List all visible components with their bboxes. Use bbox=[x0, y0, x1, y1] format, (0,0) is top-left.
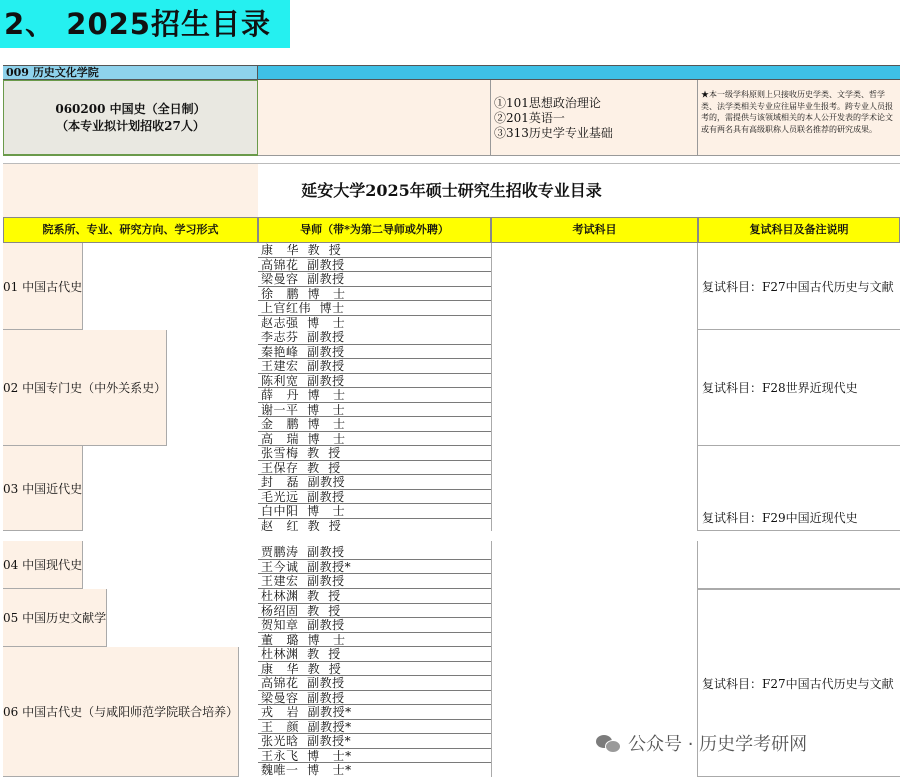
header-direction: 院系所、专业、研究方向、学习形式 bbox=[3, 217, 258, 243]
supervisor-row: 康 华 教 授 bbox=[258, 243, 491, 258]
supervisor-row: 贺知章 副教授 bbox=[258, 618, 491, 633]
supervisor-row: 王 颜 副教授* bbox=[258, 720, 491, 735]
supervisor-row: 杜林渊 教 授 bbox=[258, 647, 491, 662]
supervisor-list bbox=[258, 545, 491, 589]
department-name: 009 历史文化学院 bbox=[3, 66, 258, 79]
exam-subject: ①101思想政治理论 bbox=[494, 96, 601, 110]
supervisor-row: 杨绍固 教 授 bbox=[258, 604, 491, 619]
retest-cell: 复试科目：F27中国古代历史与文献 bbox=[698, 589, 900, 777]
supervisor-row: 王今诚 副教授* bbox=[258, 560, 491, 575]
supervisor-row: 梁曼容 副教授 bbox=[258, 272, 491, 287]
supervisor-row: 陈利宽 副教授 bbox=[258, 374, 491, 389]
supervisor-row: 贾鹏涛 副教授 bbox=[258, 545, 491, 560]
supervisor-row: 金 鹏 博 士 bbox=[258, 417, 491, 432]
retest-cell: 复试科目：F28世界近现代史 bbox=[698, 330, 900, 446]
exam-subject: ③313历史学专业基础 bbox=[494, 126, 613, 140]
watermark-text: 公众号 · 历史学考研网 bbox=[628, 734, 808, 755]
supervisor-row: 上官红伟 博士 bbox=[258, 301, 491, 316]
retest-cell: 复试科目：F29中国近现代史 bbox=[698, 446, 900, 531]
direction-cell: 02 中国专门史（中外关系史） bbox=[3, 330, 167, 446]
supervisor-row: 高锦花 副教授 bbox=[258, 676, 491, 691]
supervisor-row: 高锦花 副教授 bbox=[258, 258, 491, 273]
supervisor-row: 白中阳 博 士 bbox=[258, 504, 491, 519]
page-heading: 2、 2025招生目录 bbox=[0, 0, 290, 48]
supervisor-row: 高 瑞 博 士 bbox=[258, 432, 491, 447]
supervisor-row: 毛光远 副教授 bbox=[258, 490, 491, 505]
supervisor-list bbox=[258, 647, 491, 777]
supervisor-list bbox=[258, 589, 491, 647]
supervisor-list bbox=[258, 446, 491, 531]
supervisor-row: 梁曼容 副教授 bbox=[258, 691, 491, 706]
supervisor-row: 谢一平 博 士 bbox=[258, 403, 491, 418]
direction-cell: 05 中国历史文献学 bbox=[3, 589, 107, 647]
catalog-title-row bbox=[3, 163, 900, 217]
program-note: ★本一级学科原则上只接收历史学类、文学类、哲学类、法学类相关专业应往届毕业生报考。跨专业人员报考的，需提供与该领域相关的本人公开发表的学术论文或有两名具有高级职称人员联名推荐的研究成果。 bbox=[698, 80, 900, 156]
supervisor-row: 秦艳峰 副教授 bbox=[258, 345, 491, 360]
direction-cell: 03 中国近代史 bbox=[3, 446, 83, 531]
supervisor-row: 王永飞 博 士* bbox=[258, 749, 491, 764]
supervisor-row: 张光晗 副教授* bbox=[258, 734, 491, 749]
supervisor-row: 徐 鹏 博 士 bbox=[258, 287, 491, 302]
supervisor-row: 赵 红 教 授 bbox=[258, 519, 491, 531]
catalog-title: 延安大学2025年硕士研究生招收专业目录 bbox=[301, 181, 602, 200]
supervisor-row: 康 华 教 授 bbox=[258, 662, 491, 677]
supervisor-row: 魏唯一 博 士* bbox=[258, 763, 491, 777]
supervisor-row: 张雪梅 教 授 bbox=[258, 446, 491, 461]
supervisor-row: 戎 岩 副教授* bbox=[258, 705, 491, 720]
header-supervisor: 导师（带*为第二导师或外聘） bbox=[258, 217, 491, 243]
exam-subject: ②201英语一 bbox=[494, 111, 565, 125]
watermark bbox=[596, 728, 886, 758]
supervisor-row: 董 璐 博 士 bbox=[258, 633, 491, 648]
supervisor-row: 王建宏 副教授 bbox=[258, 574, 491, 589]
header-exam: 考试科目 bbox=[491, 217, 698, 243]
supervisor-list bbox=[258, 243, 491, 330]
program-supervisor-cell bbox=[258, 80, 491, 156]
program-exams-cell bbox=[491, 80, 698, 156]
direction-cell: 06 中国古代史（与咸阳师范学院联合培养） bbox=[3, 647, 239, 777]
direction-cell: 04 中国现代史 bbox=[3, 541, 83, 589]
exam-column-upper bbox=[491, 243, 698, 531]
supervisor-row: 封 磊 副教授 bbox=[258, 475, 491, 490]
program-name-cell bbox=[3, 80, 258, 156]
program-name: 060200 中国史（全日制） bbox=[55, 101, 206, 116]
supervisor-list bbox=[258, 330, 491, 446]
program-quota: （本专业拟计划招收27人） bbox=[56, 118, 205, 133]
header-retest: 复试科目及备注说明 bbox=[698, 217, 900, 243]
retest-cell bbox=[698, 541, 900, 589]
supervisor-row: 王建宏 副教授 bbox=[258, 359, 491, 374]
direction-cell: 01 中国古代史 bbox=[3, 243, 83, 330]
supervisor-row: 赵志强 博 士 bbox=[258, 316, 491, 330]
department-bar bbox=[3, 65, 900, 80]
supervisor-row: 李志芬 副教授 bbox=[258, 330, 491, 345]
supervisor-row: 薛 丹 博 士 bbox=[258, 388, 491, 403]
supervisor-row: 王保存 教 授 bbox=[258, 461, 491, 476]
wechat-icon bbox=[596, 732, 622, 754]
retest-cell: 复试科目：F27中国古代历史与文献 bbox=[698, 243, 900, 330]
supervisor-row: 杜林渊 教 授 bbox=[258, 589, 491, 604]
page-break-gap bbox=[0, 531, 903, 541]
